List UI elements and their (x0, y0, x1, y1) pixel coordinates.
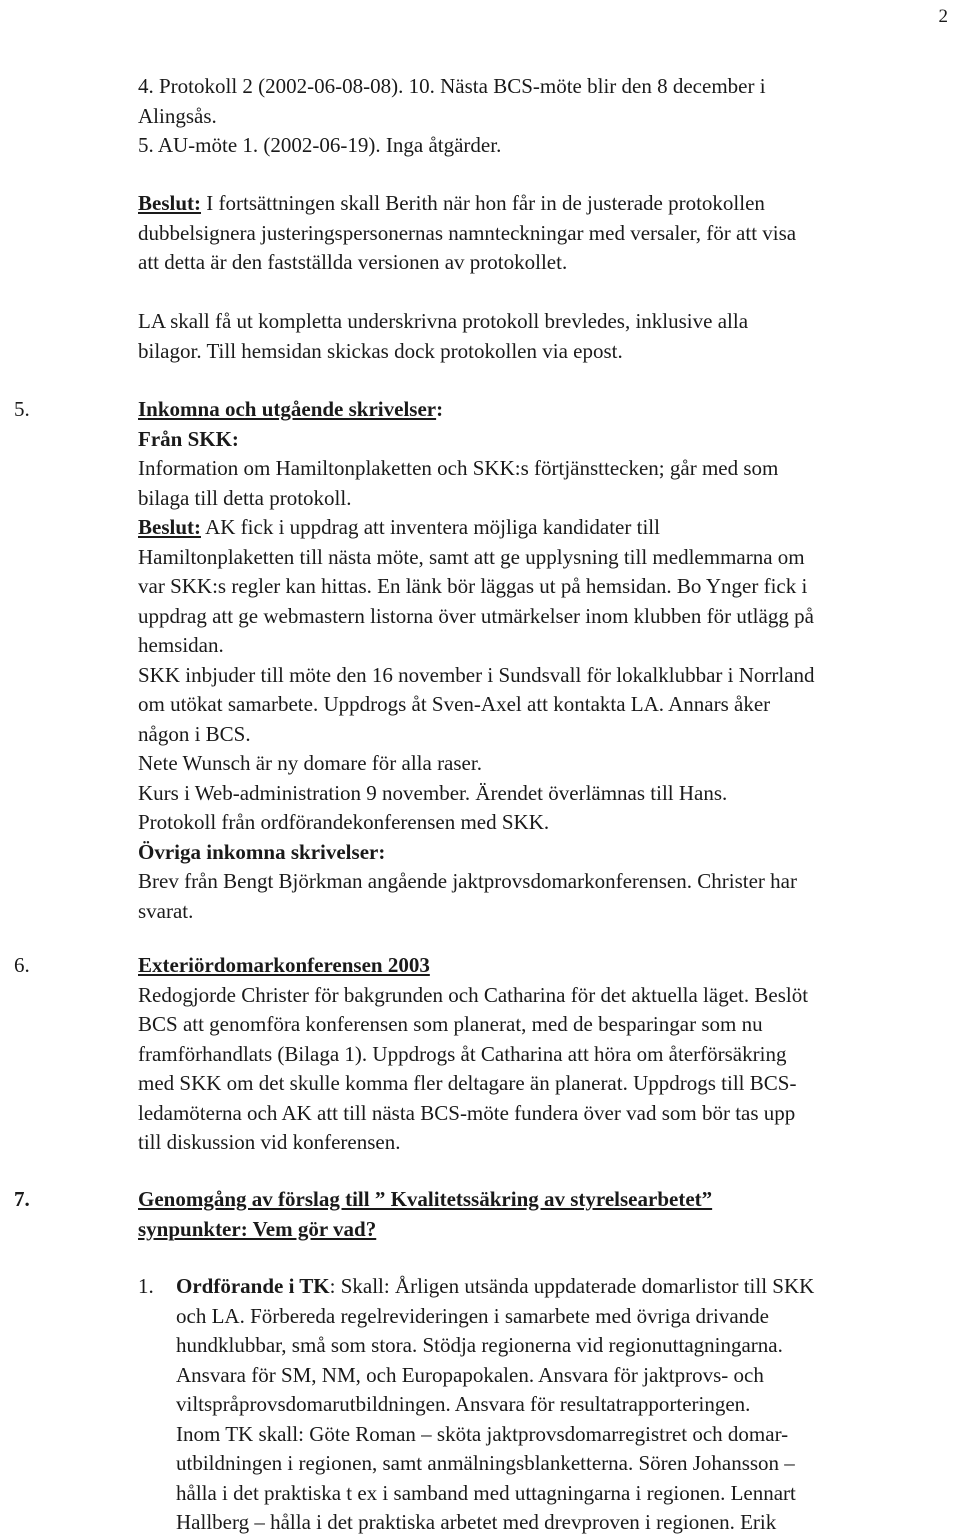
section-heading: Exteriördomarkonferensen 2003 (138, 953, 430, 977)
item-line: hundklubbar, små som stora. Stödja regionerna vid regionuttagningarna. (176, 1333, 783, 1357)
item-line: hålla i det praktiska t ex i samband med uttagningarna i regionen. Lennart (176, 1480, 796, 1505)
beslut-line: hemsidan. (138, 633, 224, 657)
beslut-line: dubbelsignera justeringspersonernas namnteckningar med versaler, för att visa (138, 220, 797, 245)
brev-line: Brev från Bengt Björkman angående jaktprovsdomarkonferensen. Christer har (138, 869, 797, 893)
from-skk-heading: Från SKK: (138, 426, 239, 451)
section-heading: Inkomna och utgående skrivelser (138, 397, 437, 421)
item-text: : Skall: Årligen utsända uppdaterade domarlistor till SKK (329, 1274, 815, 1298)
item-line: Hallberg – hålla i det praktiska arbetet med drevproven i regionen. Erik (176, 1510, 777, 1534)
item-line: utbildningen i regionen, samt anmälningsblanketterna. Sören Johansson – (176, 1451, 795, 1475)
section-line: BCS att genomföra konferensen som planerat, med de besparingar som nu (138, 1012, 763, 1036)
section-line: Redogjorde Christer för bakgrunden och Catharina för det aktuella läget. Beslöt (138, 982, 809, 1007)
section-6 (138, 951, 948, 1158)
item-line: viltspråprovsdomarutbildningen. Ansvara för resultatrapporteringen. (176, 1392, 751, 1416)
beslut-text: I fortsättningen skall Berith när hon får in de justerade protokollen (201, 191, 765, 215)
nete-line: Nete Wunsch är ny domare för alla raser. (138, 751, 482, 775)
info-line: bilaga till detta protokoll. (138, 485, 352, 510)
beslut-label: Beslut: (138, 515, 201, 539)
la-line: bilagor. Till hemsidan skickas dock protokollen via epost. (138, 338, 623, 363)
la-line: LA skall få ut kompletta underskrivna protokoll brevledes, inklusive alla (138, 309, 749, 333)
la-paragraph (138, 307, 948, 366)
item-1 (176, 1272, 956, 1538)
top-items (138, 72, 948, 161)
info-line: Information om Hamiltonplaketten och SKK:s förtjänsttecken; går med som (138, 456, 779, 480)
page-number: 2 (938, 6, 948, 27)
beslut-line: Hamiltonplaketten till nästa möte, samt att ge upplysning till medlemmarna om (138, 544, 805, 569)
heading-colon: : (436, 397, 444, 421)
section-line: med SKK om det skulle komma fler deltagare än planerat. Uppdrogs till BCS- (138, 1071, 797, 1095)
item-label: Ordförande i TK (176, 1274, 330, 1298)
section-5-marker (14, 395, 30, 425)
kurs-line: Kurs i Web-administration 9 november. Ärendet överlämnas till Hans. (138, 780, 728, 805)
section-number: 7. (14, 1187, 30, 1211)
beslut-text: AK fick i uppdrag att inventera möjliga kandidater till (201, 515, 660, 539)
section-number: 6. (14, 953, 30, 977)
ovriga-heading: Övriga inkomna skrivelser: (138, 839, 386, 864)
brev-line: svarat. (138, 898, 194, 923)
section-number: 5. (14, 397, 30, 421)
item-number: 1. (138, 1274, 154, 1298)
item-4-cont: Alingsås. (138, 103, 217, 128)
section-7-heading (138, 1185, 948, 1244)
item-5: 5. AU-möte 1. (2002-06-19). Inga åtgärder. (138, 133, 502, 157)
beslut-line: var SKK:s regler kan hittas. En länk bör läggas ut på hemsidan. Bo Ynger fick i (138, 574, 808, 598)
section-7-marker (14, 1185, 30, 1215)
item-line: och LA. Förbereda regelrevideringen i samarbete med övriga drivande (176, 1303, 770, 1328)
beslut-line: att detta är den fastställda versionen av protokollet. (138, 250, 568, 274)
section-6-marker (14, 951, 30, 981)
item-4: 4. Protokoll 2 (2002-06-08-08). 10. Nästa BCS-möte blir den 8 december i (138, 74, 766, 98)
section-line: ledamöterna och AK att till nästa BCS-möte fundera över vad som bör tas upp (138, 1100, 796, 1125)
section-heading: Genomgång av förslag till ” Kvalitetssäkring av styrelsearbetet” (138, 1187, 713, 1211)
beslut-line: uppdrag att ge webmastern listorna över utmärkelser inom klubben för utlägg på (138, 603, 814, 628)
protokoll-line: Protokoll från ordförandekonferensen med SKK. (138, 810, 550, 834)
item-line: Inom TK skall: Göte Roman – sköta jaktprovsdomarregistret och domar- (176, 1421, 789, 1446)
skk-line: någon i BCS. (138, 721, 251, 746)
beslut-label: Beslut: (138, 191, 201, 215)
item-line: Ansvara för SM, NM, och Europapokalen. Ansvara för jaktprovs- och (176, 1362, 764, 1387)
skk-line: SKK inbjuder till möte den 16 november i Sundsvall för lokalklubbar i Norrland (138, 662, 815, 687)
beslut-paragraph (138, 189, 948, 278)
section-line: framförhandlats (Bilaga 1). Uppdrogs åt Catharina att höra om återförsäkring (138, 1041, 787, 1066)
section-heading-cont: synpunkter: Vem gör vad? (138, 1216, 377, 1241)
skk-line: om utökat samarbete. Uppdrogs åt Sven-Axel att kontakta LA. Annars åker (138, 692, 771, 716)
section-line: till diskussion vid konferensen. (138, 1130, 401, 1154)
section-5 (138, 395, 948, 926)
